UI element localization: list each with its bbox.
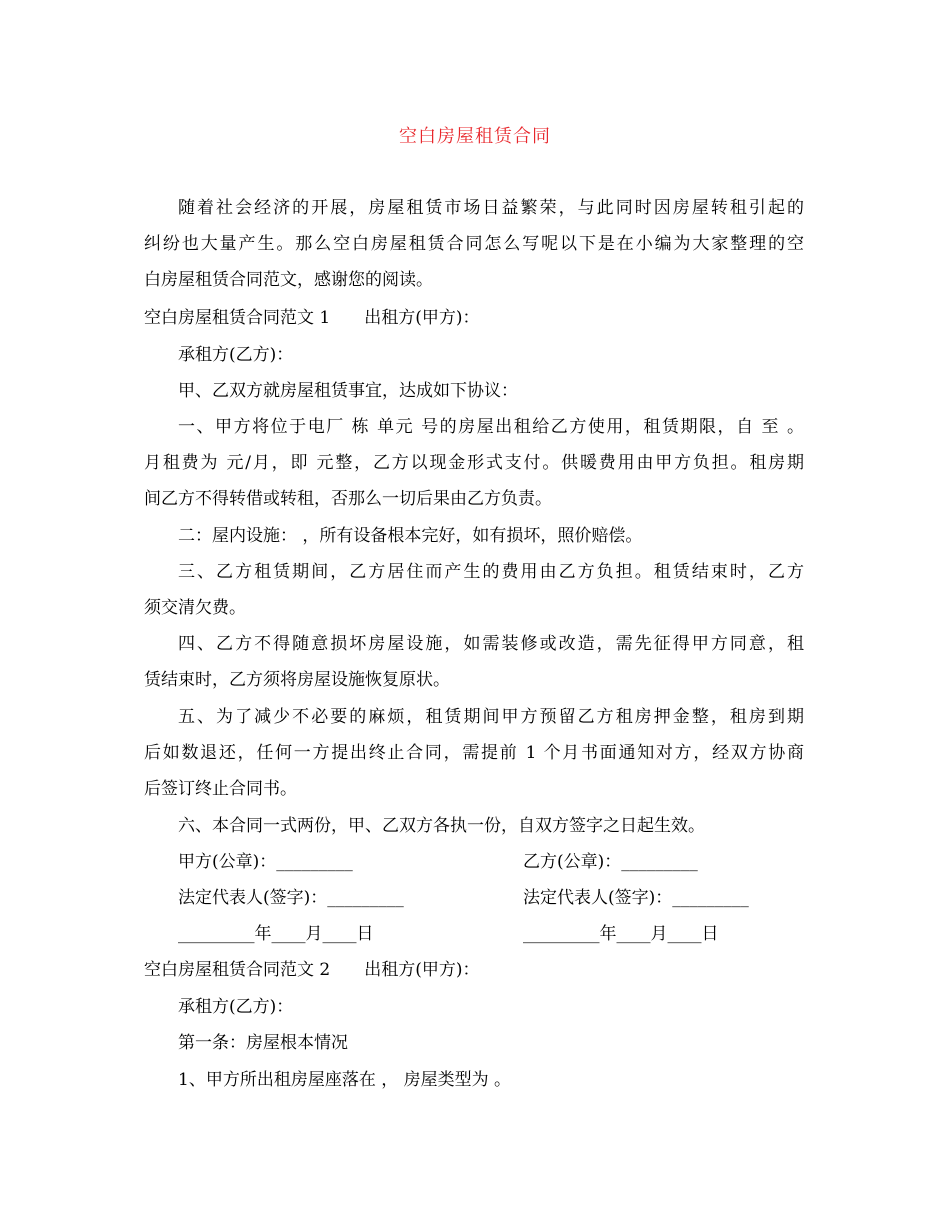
party-a-representative: 法定代表人(签字)：_________	[178, 888, 404, 908]
clause1-line-3: 间乙方不得转借或转租，否那么一切后果由乙方负责。	[144, 489, 552, 509]
sample2-lessor: 出租方(甲方)：	[364, 960, 480, 980]
sample2-article1: 第一条：房屋根本情况	[178, 1033, 348, 1053]
party-b-seal: 乙方(公章)：_________	[523, 852, 698, 872]
clause3-line-2: 须交清欠费。	[144, 598, 246, 618]
party-a-date: _________年____月____日	[178, 924, 374, 944]
sample2-heading: 空白房屋租赁合同范文 2	[144, 960, 331, 980]
clause5-line-3: 后签订终止合同书。	[144, 779, 297, 799]
clause2: 二：屋内设施： ，所有设备根本完好，如有损坏，照价赔偿。	[178, 526, 643, 546]
sample1-agreement: 甲、乙双方就房屋租赁事宜，达成如下协议：	[178, 381, 518, 401]
clause3-line-1: 三、乙方租赁期间，乙方居住而产生的费用由乙方负担。租赁结束时，乙方	[178, 562, 804, 582]
clause5-line-1: 五、为了减少不必要的麻烦，租赁期间甲方预留乙方租房押金整，租房到期	[178, 707, 804, 727]
intro-line-2: 纠纷也大量产生。那么空白房屋租赁合同怎么写呢以下是在小编为大家整理的空	[144, 234, 804, 254]
party-b-representative: 法定代表人(签字)：_________	[523, 888, 749, 908]
clause1-line-2: 月租费为 元/月，即 元整，乙方以现金形式支付。供暖费用由甲方负担。租房期	[144, 453, 804, 473]
clause4-line-2: 赁结束时，乙方须将房屋设施恢复原状。	[144, 670, 450, 690]
party-b-date: _________年____月____日	[523, 924, 719, 944]
sample1-heading: 空白房屋租赁合同范文 1	[144, 308, 331, 328]
sample2-item1: 1、甲方所出租房屋座落在 ， 房屋类型为 。	[178, 1070, 512, 1090]
intro-line-3: 白房屋租赁合同范文，感谢您的阅读。	[144, 270, 433, 290]
document-title: 空白房屋租赁合同	[399, 126, 551, 147]
sample2-lessee: 承租方(乙方)：	[178, 997, 294, 1017]
clause6: 六、本合同一式两份，甲、乙双方各执一份，自双方签字之日起生效。	[178, 816, 705, 836]
clause1-line-1: 一、甲方将位于电厂 栋 单元 号的房屋出租给乙方使用，租赁期限，自 至 。	[178, 417, 804, 437]
sample1-lessee: 承租方(乙方)：	[178, 345, 294, 365]
sample2-heading-row	[144, 958, 804, 982]
clause4-line-1: 四、乙方不得随意损坏房屋设施，如需装修或改造，需先征得甲方同意，租	[178, 634, 804, 654]
party-a-seal: 甲方(公章)：_________	[178, 852, 353, 872]
sample1-heading-row	[144, 306, 804, 330]
sample1-lessor: 出租方(甲方)：	[364, 308, 480, 328]
clause5-line-2: 后如数退还，任何一方提出终止合同，需提前 1 个月书面通知对方，经双方协商	[144, 743, 804, 763]
intro-line-1: 随着社会经济的开展，房屋租赁市场日益繁荣，与此同时因房屋转租引起的	[178, 198, 804, 218]
